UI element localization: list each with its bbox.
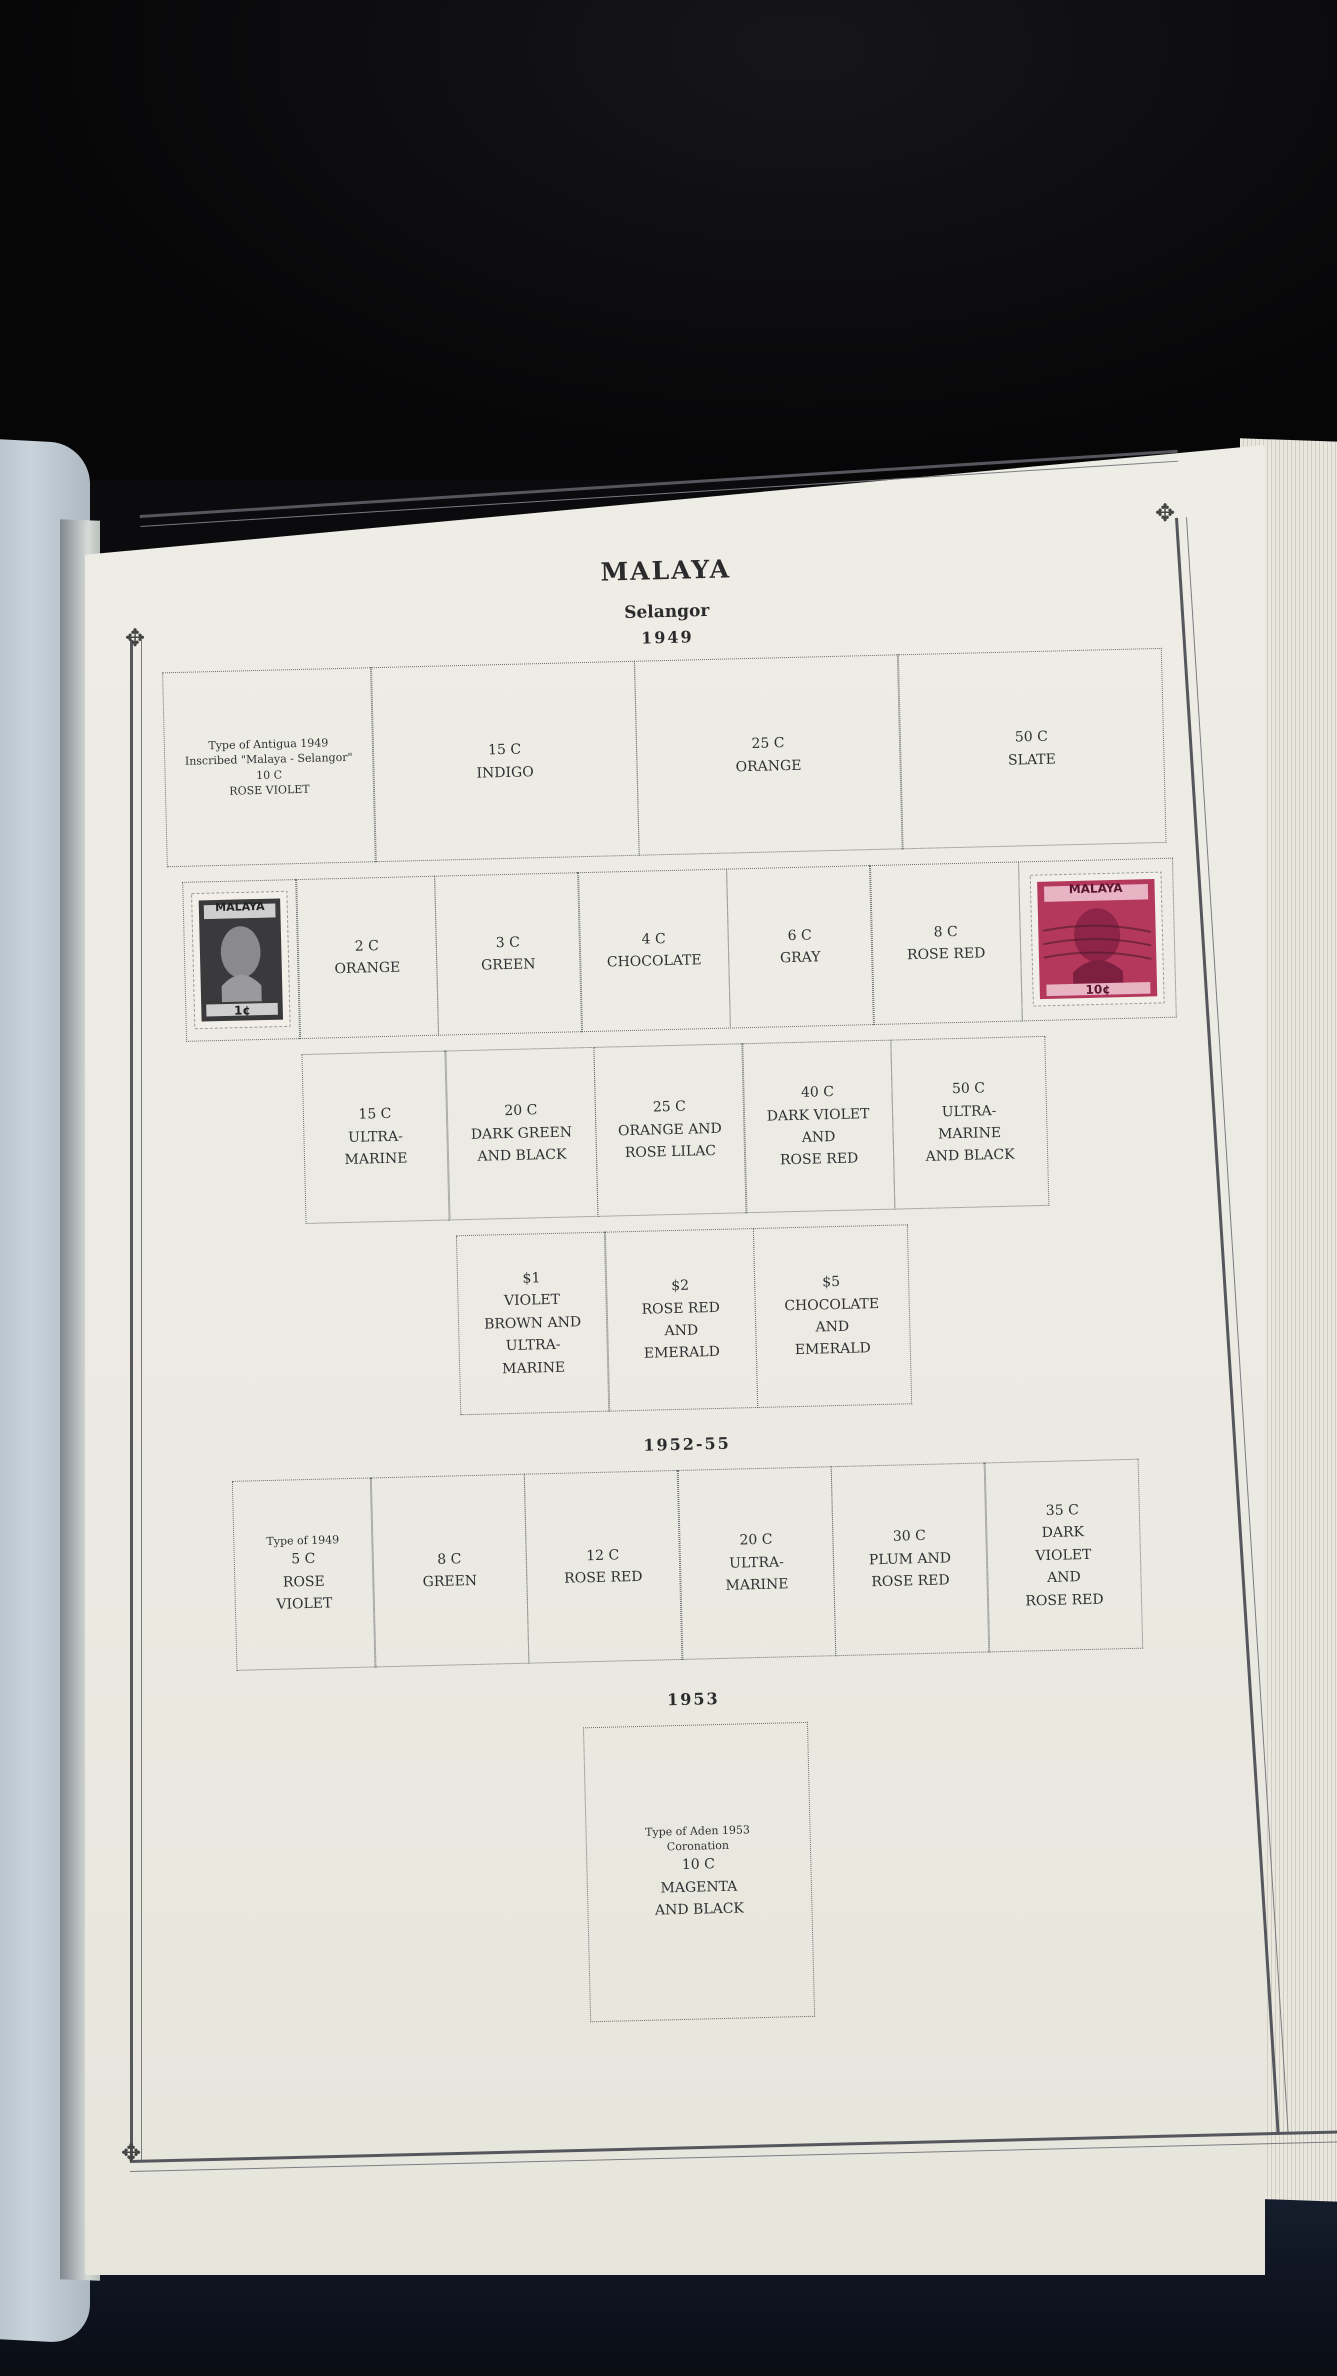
stamp-space[interactable]: 50 C SLATE: [897, 648, 1167, 849]
section-year-1949: 1949: [640, 627, 694, 648]
stamp-space[interactable]: 6 C GRAY: [726, 865, 875, 1028]
stamp-space[interactable]: 2 C ORANGE: [295, 876, 439, 1039]
stamp-row-1949-c: [302, 1036, 1048, 1224]
section-year-1952-55: 1952-55: [643, 1433, 732, 1455]
stamp-space[interactable]: 25 C ORANGE AND ROSE LILAC: [593, 1043, 747, 1217]
stamp-label: MALAYA: [215, 900, 265, 915]
dark-background: [0, 0, 1337, 480]
stamp-row-1949-b: [183, 858, 1176, 1042]
stamp-space[interactable]: $5 CHOCOLATE AND EMERALD: [752, 1224, 911, 1408]
page-subtitle: Selangor: [623, 600, 710, 624]
album-page-content: [150, 527, 1218, 2112]
stamp-space[interactable]: 40 C DARK VIOLET AND ROSE RED: [741, 1040, 895, 1214]
stamp-row-1953: [584, 1722, 815, 2022]
stamp-space[interactable]: $1 VIOLET BROWN AND ULTRA- MARINE: [455, 1232, 609, 1416]
stamp-space[interactable]: 8 C ROSE RED: [869, 861, 1023, 1025]
stamp-space-mounted[interactable]: [182, 879, 301, 1042]
stamp-space[interactable]: Type of Aden 1953 Coronation 10 C MAGENTA AND BLACK: [582, 1722, 814, 2022]
corner-ornament-icon: ✥: [120, 2139, 142, 2167]
page-border-left: [130, 640, 142, 2160]
stamp-space[interactable]: 12 C ROSE RED: [523, 1470, 683, 1664]
stamp-space[interactable]: 15 C INDIGO: [370, 661, 640, 862]
stamp-space-mounted[interactable]: [1017, 858, 1176, 1022]
page-title: MALAYA: [600, 554, 732, 587]
stamp-space[interactable]: 20 C ULTRA- MARINE: [677, 1466, 837, 1660]
stamp-space[interactable]: 3 C GREEN: [434, 872, 583, 1035]
stamp-space[interactable]: 50 C ULTRA- MARINE AND BLACK: [890, 1036, 1049, 1210]
corner-ornament-icon: ✥: [124, 624, 146, 652]
stamp-space[interactable]: 4 C CHOCOLATE: [577, 869, 731, 1033]
stamp-space[interactable]: 8 C GREEN: [370, 1474, 530, 1668]
stamp-label: MALAYA: [1068, 880, 1123, 896]
stamp-value: 1¢: [233, 1003, 251, 1018]
stamp-space[interactable]: Type of 1949 5 C ROSE VIOLET: [231, 1477, 376, 1670]
stamp-row-1952-55: [233, 1459, 1143, 1671]
stamp-space[interactable]: 15 C ULTRA- MARINE: [301, 1051, 450, 1224]
stamp-space[interactable]: 30 C PLUM AND ROSE RED: [830, 1462, 990, 1656]
stamp-space[interactable]: 35 C DARK VIOLET AND ROSE RED: [984, 1459, 1144, 1653]
stamp-1c-black: [190, 890, 293, 1031]
stamp-10c-rose: [1028, 868, 1166, 1010]
stamp-value: 10¢: [1085, 982, 1111, 997]
stamp-space[interactable]: 20 C DARK GREEN AND BLACK: [444, 1047, 598, 1221]
section-year-1953: 1953: [666, 1689, 720, 1710]
corner-ornament-icon: ✥: [1154, 499, 1176, 527]
stamp-space[interactable]: Type of Antigua 1949 Inscribed "Malaya - Selangor" 10 C ROSE VIOLET: [162, 667, 377, 867]
stamp-row-1949-a: [163, 648, 1166, 867]
stamp-space[interactable]: 25 C ORANGE: [633, 654, 903, 855]
stamp-row-1949-d: [457, 1224, 912, 1415]
stamp-space[interactable]: $2 ROSE RED AND EMERALD: [604, 1228, 758, 1412]
